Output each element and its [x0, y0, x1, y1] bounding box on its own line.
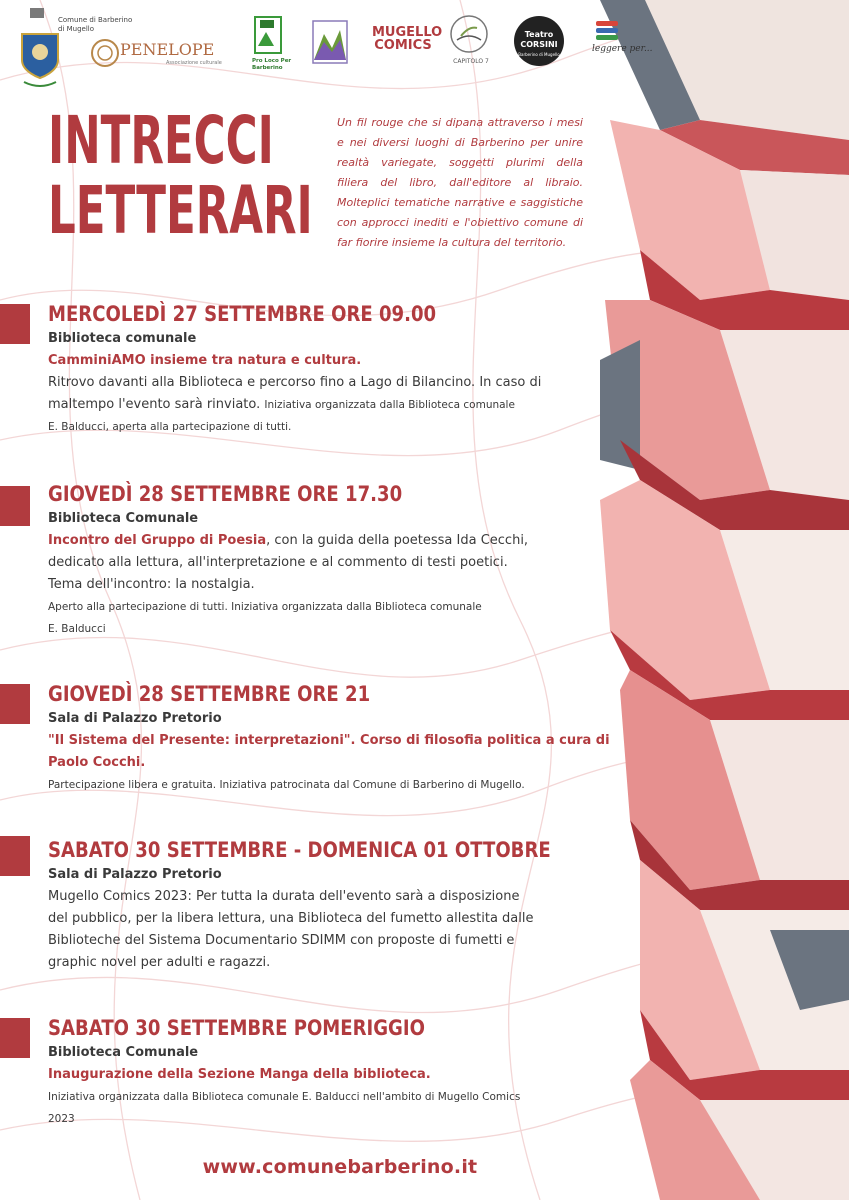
corsini-name: Teatro CORSINI: [520, 30, 558, 49]
event-venue: Sala di Palazzo Pretorio: [48, 867, 222, 882]
title-line-1: INTRECCI: [48, 102, 274, 179]
event-date: GIOVEDÌ 28 SETTEMBRE ORE 21: [48, 682, 371, 706]
event-title: "Il Sistema del Presente: interpretazioni". Corso di filosofia politica a cura di: [48, 733, 610, 748]
event-description-part: , con la guida della poetessa Ida Cecchi,: [266, 533, 529, 548]
event-title: Inaugurazione della Sezione Manga della biblioteca.: [48, 1067, 431, 1082]
event-date: SABATO 30 SETTEMBRE - DOMENICA 01 OTTOBRE: [48, 838, 551, 862]
leggere-stripes-icon: [592, 20, 622, 42]
event-content: [48, 300, 593, 438]
event-marker: [0, 684, 30, 724]
penelope-name: PENELOPE: [120, 40, 215, 59]
event-marker: [0, 1018, 30, 1058]
event-description-line: dedicato alla lettura, all'interpretazione e al commento di testi poetici.: [48, 555, 508, 570]
event-title: CamminiAMO insieme tra natura e cultura.: [48, 353, 362, 368]
event-description-line: [48, 530, 593, 552]
event-venue: Biblioteca Comunale: [48, 511, 199, 526]
book-circle-icon: [449, 14, 489, 56]
event-2: [0, 480, 600, 650]
proloco-logo: [252, 16, 304, 76]
event-3: [0, 680, 610, 800]
event-description-part: maltempo l'evento sarà rinviato.: [48, 397, 261, 412]
leggere-name: leggere per...: [592, 44, 653, 54]
event-venue: Biblioteca comunale: [48, 331, 197, 346]
capitolo-logo: [449, 14, 493, 78]
penelope-emblem-icon: [90, 38, 120, 68]
event-5: [0, 1014, 600, 1134]
website-link[interactable]: www.comunebarberino.it: [202, 1156, 478, 1178]
event-content: [48, 480, 593, 640]
event-title: Paolo Cocchi.: [48, 755, 146, 770]
mountain-logo: [312, 20, 352, 64]
proloco-name: Pro Loco Per Barberino: [252, 58, 292, 71]
event-1: [0, 300, 600, 450]
penelope-subtitle: Associazione culturale: [166, 60, 222, 66]
event-description-line: del pubblico, per la libera lettura, una Biblioteca del fumetto allestita dalle: [48, 911, 534, 926]
event-description-line: graphic novel per adulti e ragazzi.: [48, 955, 271, 970]
event-description-line: Tema dell'incontro: la nostalgia.: [48, 577, 255, 592]
event-content: [48, 836, 593, 974]
event-marker: [0, 836, 30, 876]
penelope-logo: [90, 36, 230, 76]
teatro-corsini-logo: [514, 16, 566, 68]
leggere-per-logo: [592, 20, 662, 70]
event-description-line: Biblioteche del Sistema Documentario SDIMM con proposte di fumetti e: [48, 933, 515, 948]
event-date: SABATO 30 SETTEMBRE POMERIGGIO: [48, 1016, 425, 1040]
event-venue: Biblioteca Comunale: [48, 1045, 199, 1060]
event-organizer-note: 2023: [48, 1113, 75, 1125]
proloco-icon: [254, 16, 282, 56]
event-marker: [0, 486, 30, 526]
event-description-line: [48, 394, 593, 416]
mugello-comics-logo: [372, 25, 447, 56]
event-organizer-note: E. Balducci: [48, 623, 106, 635]
event-date: GIOVEDÌ 28 SETTEMBRE ORE 17.30: [48, 482, 403, 506]
mountain-icon: [312, 20, 352, 64]
municipality-name: Comune di Barberino di Mugello: [58, 16, 133, 33]
page-title: [48, 102, 318, 249]
corsini-subtitle: Barberino di Mugello: [518, 52, 560, 57]
event-content: [48, 680, 610, 796]
event-4: [0, 836, 600, 986]
event-date: MERCOLEDÌ 27 SETTEMBRE ORE 09.00: [48, 302, 437, 326]
event-organizer-note: Aperto alla partecipazione di tutti. Iniziativa organizzata dalla Biblioteca comunale: [48, 601, 482, 613]
event-organizer-note: E. Balducci, aperta alla partecipazione di tutti.: [48, 421, 292, 433]
municipality-logo: [18, 6, 133, 94]
sponsor-logo-bar: [0, 0, 849, 100]
event-venue: Sala di Palazzo Pretorio: [48, 711, 222, 726]
event-organizer-note: Iniziativa organizzata dalla Biblioteca comunale E. Balducci nell'ambito di Mugello Comics: [48, 1091, 521, 1103]
intro-text: Un fil rouge che si dipana attraverso i mesi e nei diversi luoghi di Barberino per unire realtà variegate, soggetti plurimi della filiera del libro, dall'editore al libraio. Molteplici tematiche narrative e saggistiche con approcci inediti e l'obiettivo comune di far fiorire insieme la cultura del territorio.: [337, 116, 583, 249]
event-marker: [0, 304, 30, 344]
event-organizer-note: Iniziativa organizzata dalla Biblioteca comunale: [264, 399, 515, 411]
event-content: [48, 1014, 593, 1130]
event-title: Incontro del Gruppo di Poesia: [48, 533, 267, 548]
event-organizer-note: Partecipazione libera e gratuita. Iniziativa patrocinata dal Comune di Barberino di Mugello.: [48, 779, 525, 791]
event-description-line: Mugello Comics 2023: Per tutta la durata dell'evento sarà a disposizione: [48, 889, 520, 904]
mugello-comics-name: MUGELLO COMICS: [372, 25, 447, 53]
event-description-line: Ritrovo davanti alla Biblioteca e percorso fino a Lago di Bilancino. In caso di: [48, 375, 542, 390]
title-line-2: LETTERARI: [48, 172, 313, 249]
capitolo-name: CAPITOLO 7: [453, 58, 489, 65]
